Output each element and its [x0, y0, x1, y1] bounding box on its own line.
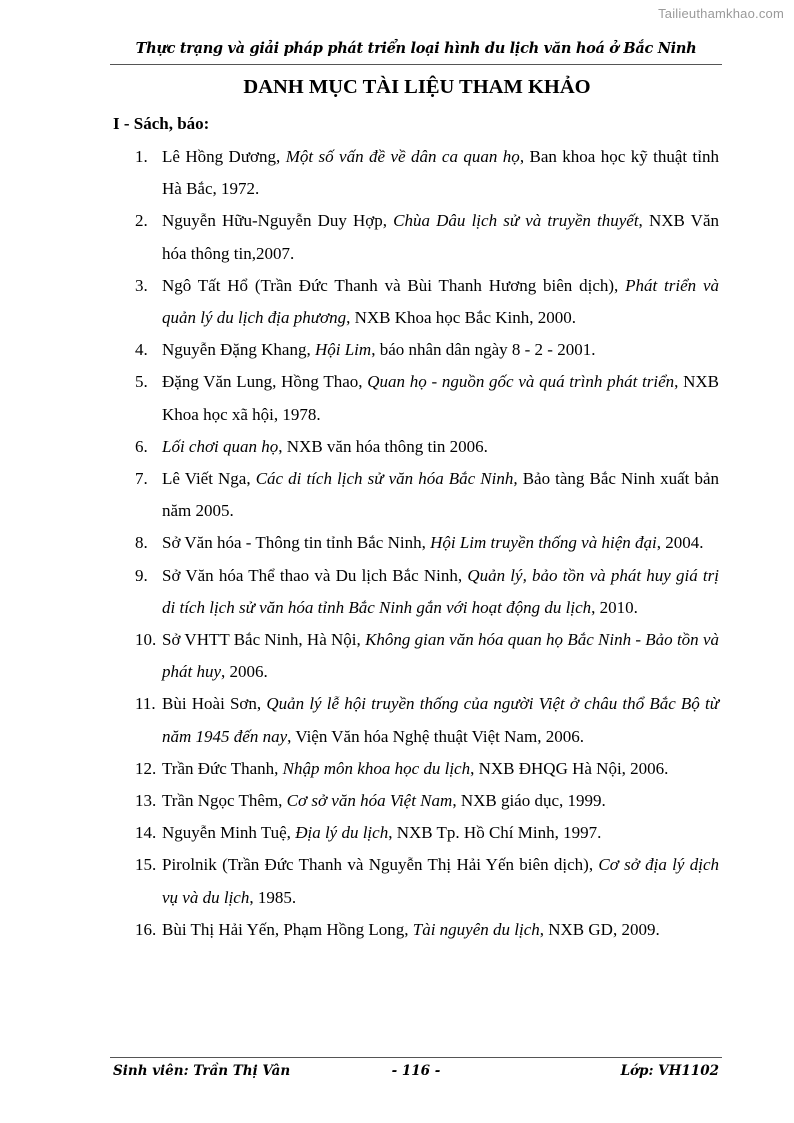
reference-title: Phát triển và quản lý du lịch địa phương — [162, 275, 719, 328]
footer-page-number: - 116 - — [391, 1063, 441, 1079]
reference-publisher: , 2006. — [221, 662, 268, 682]
reference-number: 5. — [135, 372, 148, 392]
reference-number: 2. — [135, 211, 148, 231]
reference-number: 9. — [135, 565, 148, 585]
reference-title: Nhập môn khoa học du lịch — [282, 758, 471, 778]
footer-student: Sinh viên: Trần Thị Vân — [113, 1063, 291, 1079]
reference-item — [113, 366, 719, 430]
reference-author: Nguyễn Hữu-Nguyễn Duy Hợp, — [162, 211, 394, 231]
reference-publisher: , NXB Văn hóa thông tin,2007. — [162, 211, 719, 263]
reference-title: Các di tích lịch sử văn hóa Bắc Ninh, — [255, 469, 518, 489]
watermark: Tailieuthamkhao.com — [658, 6, 784, 21]
reference-title: Hội Lim truyền thống và hiện đại — [430, 533, 657, 553]
reference-title: Lối chơi quan họ — [162, 436, 279, 456]
reference-title: Quản lý lễ hội truyền thống của người Việt ở châu thổ Bắc Bộ từ năm 1945 đến nay — [162, 694, 719, 746]
reference-publisher: , NXB văn hóa thông tin 2006. — [278, 436, 488, 456]
reference-number: 1. — [135, 147, 148, 166]
reference-publisher: , NXB giáo dục, 1999. — [452, 791, 606, 811]
reference-item — [113, 849, 719, 913]
reference-author: Nguyễn Đặng Khang, — [162, 340, 315, 360]
reference-item — [113, 688, 719, 752]
reference-publisher: , NXB Khoa học xã hội, 1978. — [162, 372, 720, 424]
reference-title: Quan họ - nguồn gốc và quá trình phát triển — [367, 372, 675, 392]
reference-author: Pirolnik (Trần Đức Thanh và Nguyễn Thị Hải Yến biên dịch), — [162, 855, 599, 875]
reference-publisher: , NXB ĐHQG Hà Nội, 2006. — [470, 758, 669, 778]
reference-title: Chùa Dâu lịch sử và truyền thuyết — [393, 211, 639, 231]
reference-author: Bùi Thị Hải Yến, Phạm Hồng Long, — [162, 919, 413, 939]
reference-item — [113, 624, 719, 688]
reference-publisher: , Viện Văn hóa Nghệ thuật Việt Nam, 2006. — [287, 726, 584, 746]
reference-author: Trần Ngọc Thêm, — [162, 791, 287, 811]
reference-title: Một số vấn đề về dân ca quan họ — [285, 147, 520, 166]
reference-number: 16. — [135, 919, 157, 939]
reference-list — [113, 141, 719, 946]
reference-publisher: , NXB Khoa học Bắc Kinh, 2000. — [346, 308, 577, 328]
reference-author: Bùi Hoài Sơn, — [162, 694, 267, 714]
reference-item — [113, 785, 719, 817]
page-title: DANH MỤC TÀI LIỆU THAM KHẢO — [243, 76, 591, 98]
reference-publisher: , 2010. — [591, 597, 638, 617]
reference-number: 15. — [135, 855, 157, 875]
reference-number: 11. — [135, 694, 156, 714]
reference-item — [113, 431, 719, 463]
reference-publisher: , NXB Tp. Hồ Chí Minh, 1997. — [388, 823, 602, 843]
reference-publisher: Bảo tàng Bắc Ninh xuất bản năm 2005. — [162, 469, 719, 521]
reference-author: Ngô Tất Hổ (Trần Đức Thanh và Bùi Thanh Hương biên dịch), — [162, 275, 626, 295]
reference-number: 7. — [135, 469, 148, 489]
reference-number: 4. — [135, 340, 148, 360]
reference-author: Lê Hồng Dương, — [162, 147, 286, 166]
reference-item — [113, 334, 719, 366]
reference-title: Địa lý du lịch — [295, 823, 389, 843]
reference-author: Đặng Văn Lung, Hồng Thao, — [162, 372, 368, 392]
reference-number: 13. — [135, 791, 157, 811]
reference-number: 3. — [135, 275, 148, 295]
reference-title: Tài nguyên du lịch — [412, 919, 540, 939]
reference-item — [113, 205, 719, 269]
reference-title: Hội Lim — [314, 340, 372, 360]
reference-publisher: , Ban khoa học kỹ thuật tỉnh Hà Bắc, 1972. — [162, 147, 720, 199]
reference-item — [113, 463, 719, 527]
reference-author: Sở Văn hóa - Thông tin tỉnh Bắc Ninh, — [162, 533, 431, 553]
reference-author: Sở VHTT Bắc Ninh, Hà Nội, — [162, 630, 366, 650]
reference-item — [113, 527, 719, 559]
reference-item — [113, 141, 719, 205]
reference-publisher: , NXB GD, 2009. — [539, 919, 660, 939]
reference-author: Sở Văn hóa Thể thao và Du lịch Bắc Ninh, — [162, 565, 468, 585]
reference-author: Trần Đức Thanh, — [162, 758, 283, 778]
reference-author: Lê Viết Nga, — [162, 469, 256, 489]
reference-number: 14. — [135, 823, 157, 843]
reference-publisher: , 2004. — [656, 533, 704, 553]
section-heading: I - Sách, báo: — [113, 114, 210, 133]
header-divider — [110, 64, 722, 65]
reference-title: Không gian văn hóa quan họ Bắc Ninh - Bảo tồn và phát huy — [162, 630, 719, 682]
reference-title: Cơ sở địa lý dịch vụ và du lịch — [162, 855, 719, 907]
reference-author: Nguyễn Minh Tuệ, — [162, 823, 296, 843]
reference-title: Cơ sở văn hóa Việt Nam — [286, 791, 453, 811]
reference-number: 12. — [135, 758, 157, 778]
reference-item — [113, 270, 719, 334]
reference-publisher: , báo nhân dân ngày 8 - 2 - 2001. — [371, 340, 596, 360]
reference-item — [113, 914, 719, 946]
reference-title: Quản lý, bảo tồn và phát huy giá trị di tích lịch sử văn hóa tỉnh Bắc Ninh gắn với hoạt động du lịch — [162, 565, 719, 617]
reference-item — [113, 560, 719, 624]
reference-item — [113, 817, 719, 849]
reference-number: 8. — [135, 533, 148, 553]
footer-class: Lớp: VH1102 — [620, 1063, 719, 1079]
reference-number: 6. — [135, 436, 148, 456]
reference-publisher: , 1985. — [249, 887, 297, 907]
footer-divider — [110, 1057, 722, 1058]
running-header: Thực trạng và giải pháp phát triển loại hình du lịch văn hoá ở Bắc Ninh — [135, 40, 697, 57]
reference-item — [113, 753, 719, 785]
reference-number: 10. — [135, 630, 157, 650]
